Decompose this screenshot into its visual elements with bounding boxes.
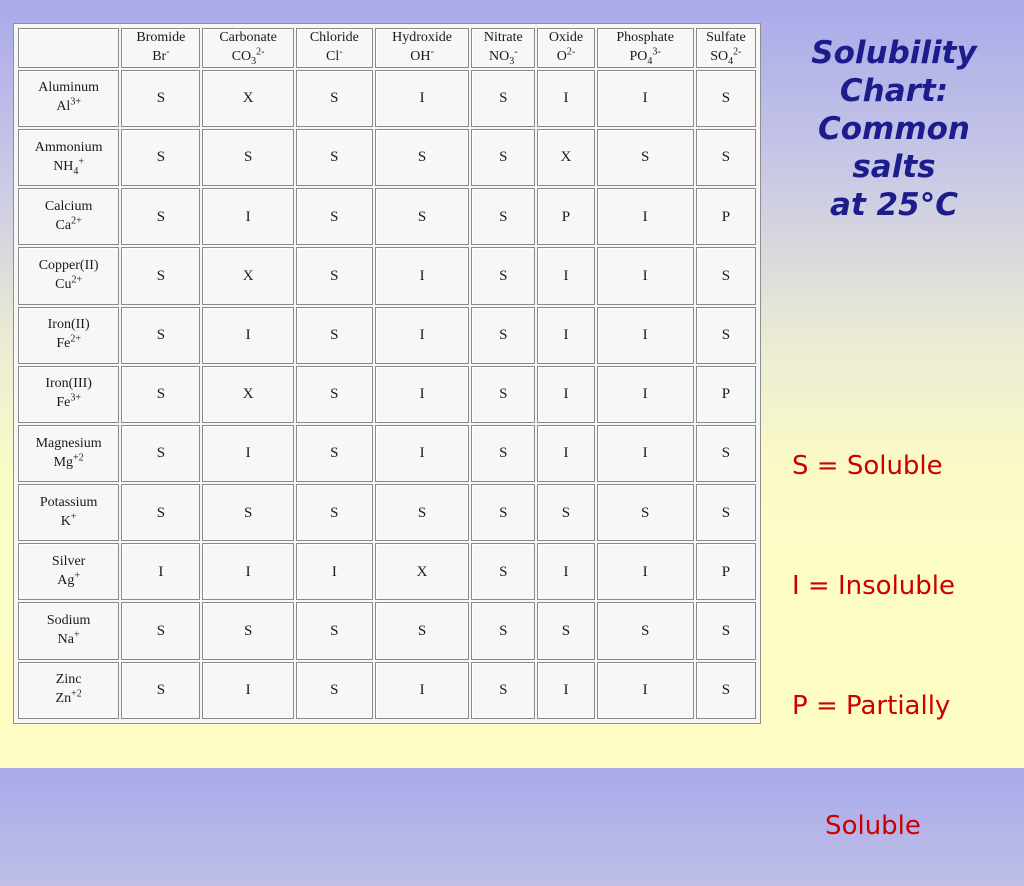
anion-symbol: Br [152,48,167,64]
solubility-cell: I [537,366,594,423]
solubility-cell: S [471,662,535,719]
column-header [375,28,469,68]
anion-formula [472,48,534,67]
anion-subscript: 3 [509,55,515,67]
anion-charge: - [430,46,434,58]
cation-symbol: Fe [56,395,71,411]
column-header [121,28,200,68]
solubility-cell: I [597,70,694,127]
cation-formula [19,394,118,413]
cation-charge: 2+ [71,215,82,227]
cation-charge: +2 [73,451,84,463]
solubility-cell: P [696,366,756,423]
solubility-cell: S [471,70,535,127]
solubility-cell: P [696,543,756,600]
solubility-cell: S [296,662,373,719]
solubility-cell: S [597,484,694,541]
solubility-cell: S [296,247,373,304]
cation-formula [19,631,118,650]
solubility-cell: S [121,70,200,127]
legend-item-soluble: S = Soluble [792,451,943,481]
anion-charge: - [514,46,518,58]
solubility-cell: S [296,425,373,482]
solubility-cell: S [597,602,694,659]
solubility-cell: X [375,543,469,600]
column-header [202,28,293,68]
anion-symbol: CO [231,48,252,64]
anion-formula [697,48,755,67]
column-header [537,28,594,68]
chart-title [773,34,1015,224]
anion-subscript: 4 [728,55,734,67]
legend-item-partially: P = Partially [792,691,951,721]
cation-name: Zinc [55,672,82,688]
solubility-cell: S [296,129,373,186]
solubility-cell: I [375,425,469,482]
solubility-cell: S [121,307,200,364]
solubility-cell: S [296,602,373,659]
solubility-cell: I [375,366,469,423]
solubility-table-frame [13,23,761,724]
solubility-cell: P [537,188,594,245]
anion-name: Carbonate [219,30,277,45]
solubility-cell: I [597,247,694,304]
solubility-cell: I [121,543,200,600]
solubility-cell: I [202,662,293,719]
cation-symbol: Na [57,632,74,648]
solubility-cell: S [121,662,200,719]
solubility-cell: S [471,307,535,364]
solubility-cell: I [296,543,373,600]
anion-name: Oxide [548,30,584,45]
solubility-cell: S [696,129,756,186]
solubility-cell: S [202,484,293,541]
anion-symbol: O [556,48,567,64]
anion-charge: 2- [566,46,576,58]
solubility-cell: X [537,129,594,186]
solubility-cell: P [696,188,756,245]
anion-name: Chloride [309,30,359,45]
solubility-cell: S [696,602,756,659]
table-row [18,129,756,186]
cation-charge: 2+ [71,274,83,286]
anion-formula [376,48,468,67]
anion-name: Sulfate [706,30,746,45]
solubility-cell: S [121,129,200,186]
cation-name: Magnesium [35,435,102,451]
solubility-cell: S [375,188,469,245]
cation-name: Aluminum [38,80,99,96]
row-header [18,484,119,541]
solubility-cell: S [537,602,594,659]
row-header [18,247,119,304]
solubility-cell: I [537,307,594,364]
cation-charge: + [74,570,81,582]
row-header [18,425,119,482]
cation-name: Potassium [39,494,98,510]
anion-symbol: NO [488,48,510,64]
anion-charge: - [166,46,170,58]
solubility-cell: S [471,484,535,541]
cation-charge: + [73,629,80,641]
row-header [18,307,119,364]
cation-formula [19,572,118,591]
cation-symbol: K [60,513,71,529]
solubility-cell: S [121,425,200,482]
solubility-cell: I [597,662,694,719]
solubility-cell: S [375,129,469,186]
cation-symbol: Cu [55,276,72,292]
cation-formula [19,513,118,532]
row-header [18,543,119,600]
solubility-cell: S [202,129,293,186]
solubility-cell: I [537,662,594,719]
anion-symbol: PO [629,48,648,64]
cation-name: Iron(III) [45,376,92,392]
column-header [471,28,535,68]
solubility-table [16,26,758,721]
column-header [296,28,373,68]
anion-formula [203,48,292,67]
row-header [18,129,119,186]
solubility-cell: I [375,247,469,304]
legend [792,366,1020,886]
anion-charge: 3- [652,46,661,58]
cation-name: Silver [51,553,86,569]
anion-name: Nitrate [483,30,523,45]
cation-symbol: NH [53,158,74,174]
legend-item-partially-cont: Soluble [792,811,921,841]
solubility-cell: I [597,366,694,423]
solubility-cell: S [471,602,535,659]
cation-formula [19,217,118,236]
legend-item-insoluble: I = Insoluble [792,571,956,601]
solubility-cell: X [202,366,293,423]
solubility-cell: S [471,129,535,186]
solubility-cell: I [202,425,293,482]
solubility-cell: I [202,307,293,364]
cation-charge: 3+ [70,96,81,108]
cation-charge: + [70,511,77,523]
anion-subscript: 3 [251,55,257,67]
solubility-cell: S [296,484,373,541]
cation-symbol: Mg [53,454,74,470]
solubility-cell: S [296,188,373,245]
solubility-cell: S [471,425,535,482]
row-header [18,188,119,245]
row-header [18,70,119,127]
solubility-cell: S [121,602,200,659]
solubility-cell: S [696,247,756,304]
cation-name: Copper(II) [38,258,99,274]
cation-symbol: Al [56,99,71,115]
cation-charge: 2+ [70,333,81,345]
corner-cell [18,28,119,68]
anion-symbol: OH [410,48,431,64]
solubility-cell: I [375,307,469,364]
cation-symbol: Fe [56,336,71,352]
solubility-cell: S [121,484,200,541]
column-header [696,28,756,68]
anion-name: Phosphate [616,30,674,45]
title-line: at 25°C [830,187,958,223]
title-line: Common [817,111,971,147]
solubility-cell: S [296,70,373,127]
cation-symbol: Ag [57,572,75,588]
anion-charge: 2- [733,46,742,58]
cation-charge: 3+ [70,392,81,404]
solubility-cell: I [537,425,594,482]
solubility-cell: S [471,188,535,245]
table-row [18,602,756,659]
table-row [18,662,756,719]
solubility-cell: S [696,70,756,127]
anion-formula [538,48,593,67]
table-row [18,247,756,304]
solubility-cell: S [696,662,756,719]
cation-formula [19,276,118,295]
solubility-cell: S [471,366,535,423]
cation-charge: + [78,155,85,167]
title-line: Chart: [839,73,949,109]
header-row [18,28,756,68]
cation-symbol: Zn [55,691,72,707]
anion-charge: 2- [256,46,265,58]
solubility-cell: I [202,543,293,600]
anion-charge: - [339,46,343,58]
solubility-cell: X [202,247,293,304]
anion-subscript: 4 [647,55,653,67]
solubility-cell: I [597,425,694,482]
anion-symbol: Cl [326,48,340,64]
solubility-cell: S [121,188,200,245]
solubility-cell: S [121,247,200,304]
cation-formula [19,335,118,354]
row-header [18,602,119,659]
solubility-cell: S [471,543,535,600]
cation-charge: +2 [71,688,82,700]
table-row [18,366,756,423]
solubility-cell: I [375,70,469,127]
row-header [18,662,119,719]
anion-name: Hydroxide [392,30,452,45]
solubility-cell: I [537,70,594,127]
table-row [18,70,756,127]
solubility-cell: I [537,247,594,304]
cation-formula [19,690,118,709]
cation-name: Ammonium [34,139,103,155]
column-header [597,28,694,68]
anion-formula [122,48,199,67]
solubility-cell: S [375,602,469,659]
cation-subscript: 4 [73,165,79,177]
anion-name: Bromide [136,30,186,45]
solubility-cell: S [597,129,694,186]
cation-symbol: Ca [55,217,72,233]
cation-formula [19,451,118,473]
cation-name: Iron(II) [47,317,90,333]
cation-name: Calcium [44,198,93,214]
table-row [18,425,756,482]
cation-name: Sodium [46,613,91,629]
solubility-cell: S [696,484,756,541]
table-row [18,484,756,541]
cation-formula [19,98,118,117]
solubility-cell: S [121,366,200,423]
solubility-cell: S [471,247,535,304]
solubility-cell: I [597,188,694,245]
solubility-cell: S [296,307,373,364]
solubility-cell: S [696,425,756,482]
solubility-cell: X [202,70,293,127]
table-row [18,188,756,245]
solubility-cell: S [537,484,594,541]
cation-formula [19,155,118,177]
solubility-cell: S [375,484,469,541]
solubility-cell: S [202,602,293,659]
title-line: salts [852,149,936,185]
solubility-cell: S [696,307,756,364]
solubility-cell: I [597,543,694,600]
solubility-cell: I [537,543,594,600]
solubility-cell: I [597,307,694,364]
table-row [18,543,756,600]
title-line: Solubility [811,35,977,71]
table-row [18,307,756,364]
anion-formula [598,48,693,67]
row-header [18,366,119,423]
solubility-cell: S [296,366,373,423]
solubility-cell: I [375,662,469,719]
anion-formula [297,48,372,67]
solubility-cell: I [202,188,293,245]
anion-symbol: SO [710,48,729,64]
